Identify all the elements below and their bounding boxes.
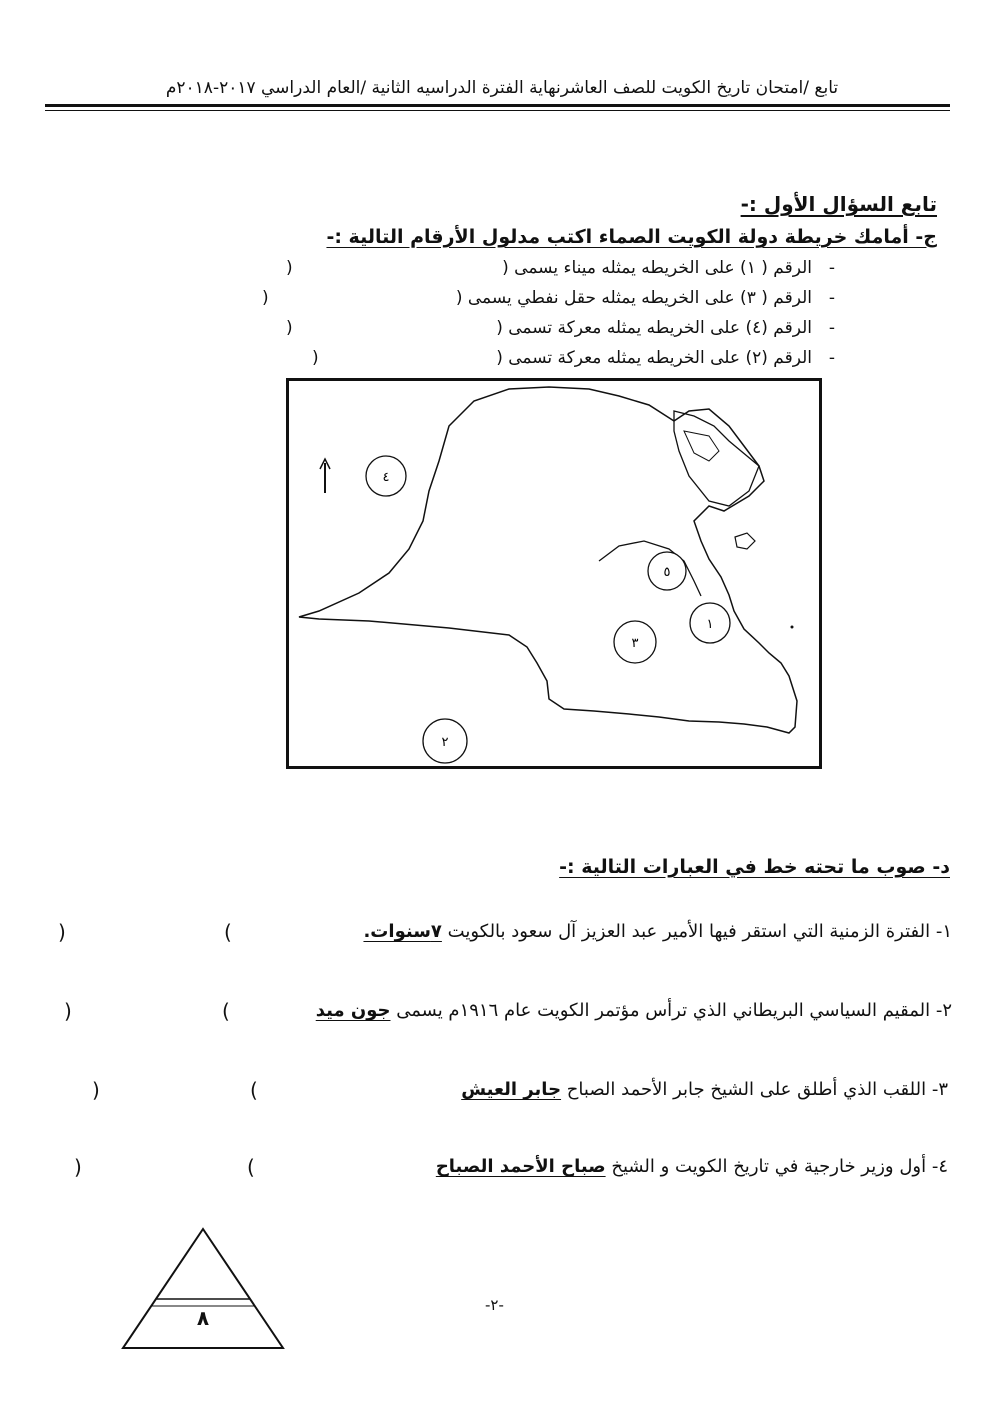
page-number: -٢- (485, 1296, 504, 1314)
marker-label: ٤ (382, 470, 390, 485)
map-question-item (496, 348, 852, 368)
underlined-term: ٧سنوات. (363, 921, 442, 942)
bubiyan-island (674, 411, 759, 506)
map-question-item (456, 288, 852, 308)
exam-header: تابع /امتحان تاريخ الكويت للصف العاشرنهاية الفترة الدراسيه الثانية /العام الدراسي ٢٠١٧-٢٠١٨م (165, 78, 839, 98)
map-outline (289, 381, 819, 766)
header-divider (45, 104, 950, 107)
question-title: تابع السؤال الأول :- (740, 192, 937, 216)
underlined-term: جون ميد (315, 1000, 391, 1021)
item-dash: - (828, 258, 836, 278)
map-marker (366, 456, 406, 496)
marker-label: ١ (706, 617, 714, 632)
map-marker (690, 603, 730, 643)
answer-paren-open: ( (247, 1155, 255, 1179)
north-arrow-icon (320, 459, 330, 493)
answer-paren-open: ( (250, 1078, 258, 1102)
underlined-term: جابر العيش (461, 1079, 562, 1100)
item-text: الرقم ( ٣) على الخريطه يمثله حقل نفطي يسمى ( (455, 288, 812, 308)
statement-text: ١- الفترة الزمنية التي استقر فيها الأمير عبد العزيز آل سعود بالكويت (447, 921, 952, 942)
map-question-item (496, 318, 852, 338)
statement-text: ٤- أول وزير خارجية في تاريخ الكويت و الشيخ (611, 1156, 948, 1177)
score-triangle (118, 1226, 288, 1352)
answer-blank-close: ) (262, 288, 269, 308)
marker-label: ٣ (631, 636, 639, 651)
item-dash: - (828, 288, 836, 308)
marker-label: ٥ (663, 565, 671, 580)
item-text: الرقم ( ١) على الخريطه يمثله ميناء يسمى ( (502, 258, 812, 278)
item-dash: - (828, 348, 836, 368)
kuwait-blank-map (286, 378, 822, 769)
statement-text: ٢- المقيم السياسي البريطاني الذي ترأس مؤتمر الكويت عام ١٩١٦م يسمى (396, 1000, 952, 1021)
correction-statement (461, 1079, 948, 1100)
score-value: ٨ (196, 1306, 210, 1330)
correction-statement (363, 921, 952, 942)
answer-paren-close: ) (64, 999, 72, 1023)
map-marker (648, 552, 686, 590)
item-text: الرقم (٢) على الخريطه يمثله معركة تسمى ( (496, 348, 812, 368)
statement-text: ٣- اللقب الذي أطلق على الشيخ جابر الأحمد الصباح (566, 1079, 948, 1100)
map-marker (423, 719, 467, 763)
section-d-heading: د- صوب ما تحته خط في العبارات التالية :- (559, 856, 950, 878)
triangle-shape (118, 1226, 288, 1352)
answer-paren-open: ( (224, 920, 232, 944)
marker-label: ٢ (441, 735, 449, 750)
map-marker (614, 621, 656, 663)
warbah-island (684, 431, 719, 461)
item-dash: - (828, 318, 836, 338)
answer-paren-close: ) (58, 920, 66, 944)
correction-statement (316, 1000, 952, 1021)
answer-blank-close: ) (286, 258, 293, 278)
answer-blank-close: ) (286, 318, 293, 338)
answer-paren-open: ( (222, 999, 230, 1023)
failaka-island (735, 533, 755, 549)
section-c-heading: ج- أمامك خريطة دولة الكويت الصماء اكتب مدلول الأرقام التالية :- (326, 226, 937, 248)
answer-paren-close: ) (74, 1155, 82, 1179)
kuwait-border (299, 387, 797, 733)
header-divider-thin (45, 110, 950, 111)
correction-statement (436, 1156, 948, 1177)
item-text: الرقم (٤) على الخريطه يمثله معركة تسمى ( (496, 318, 812, 338)
small-island (791, 626, 794, 629)
answer-blank-close: ) (312, 348, 319, 368)
answer-paren-close: ) (92, 1078, 100, 1102)
underlined-term: صباح الأحمد الصباح (435, 1156, 606, 1177)
map-question-item (502, 258, 852, 278)
